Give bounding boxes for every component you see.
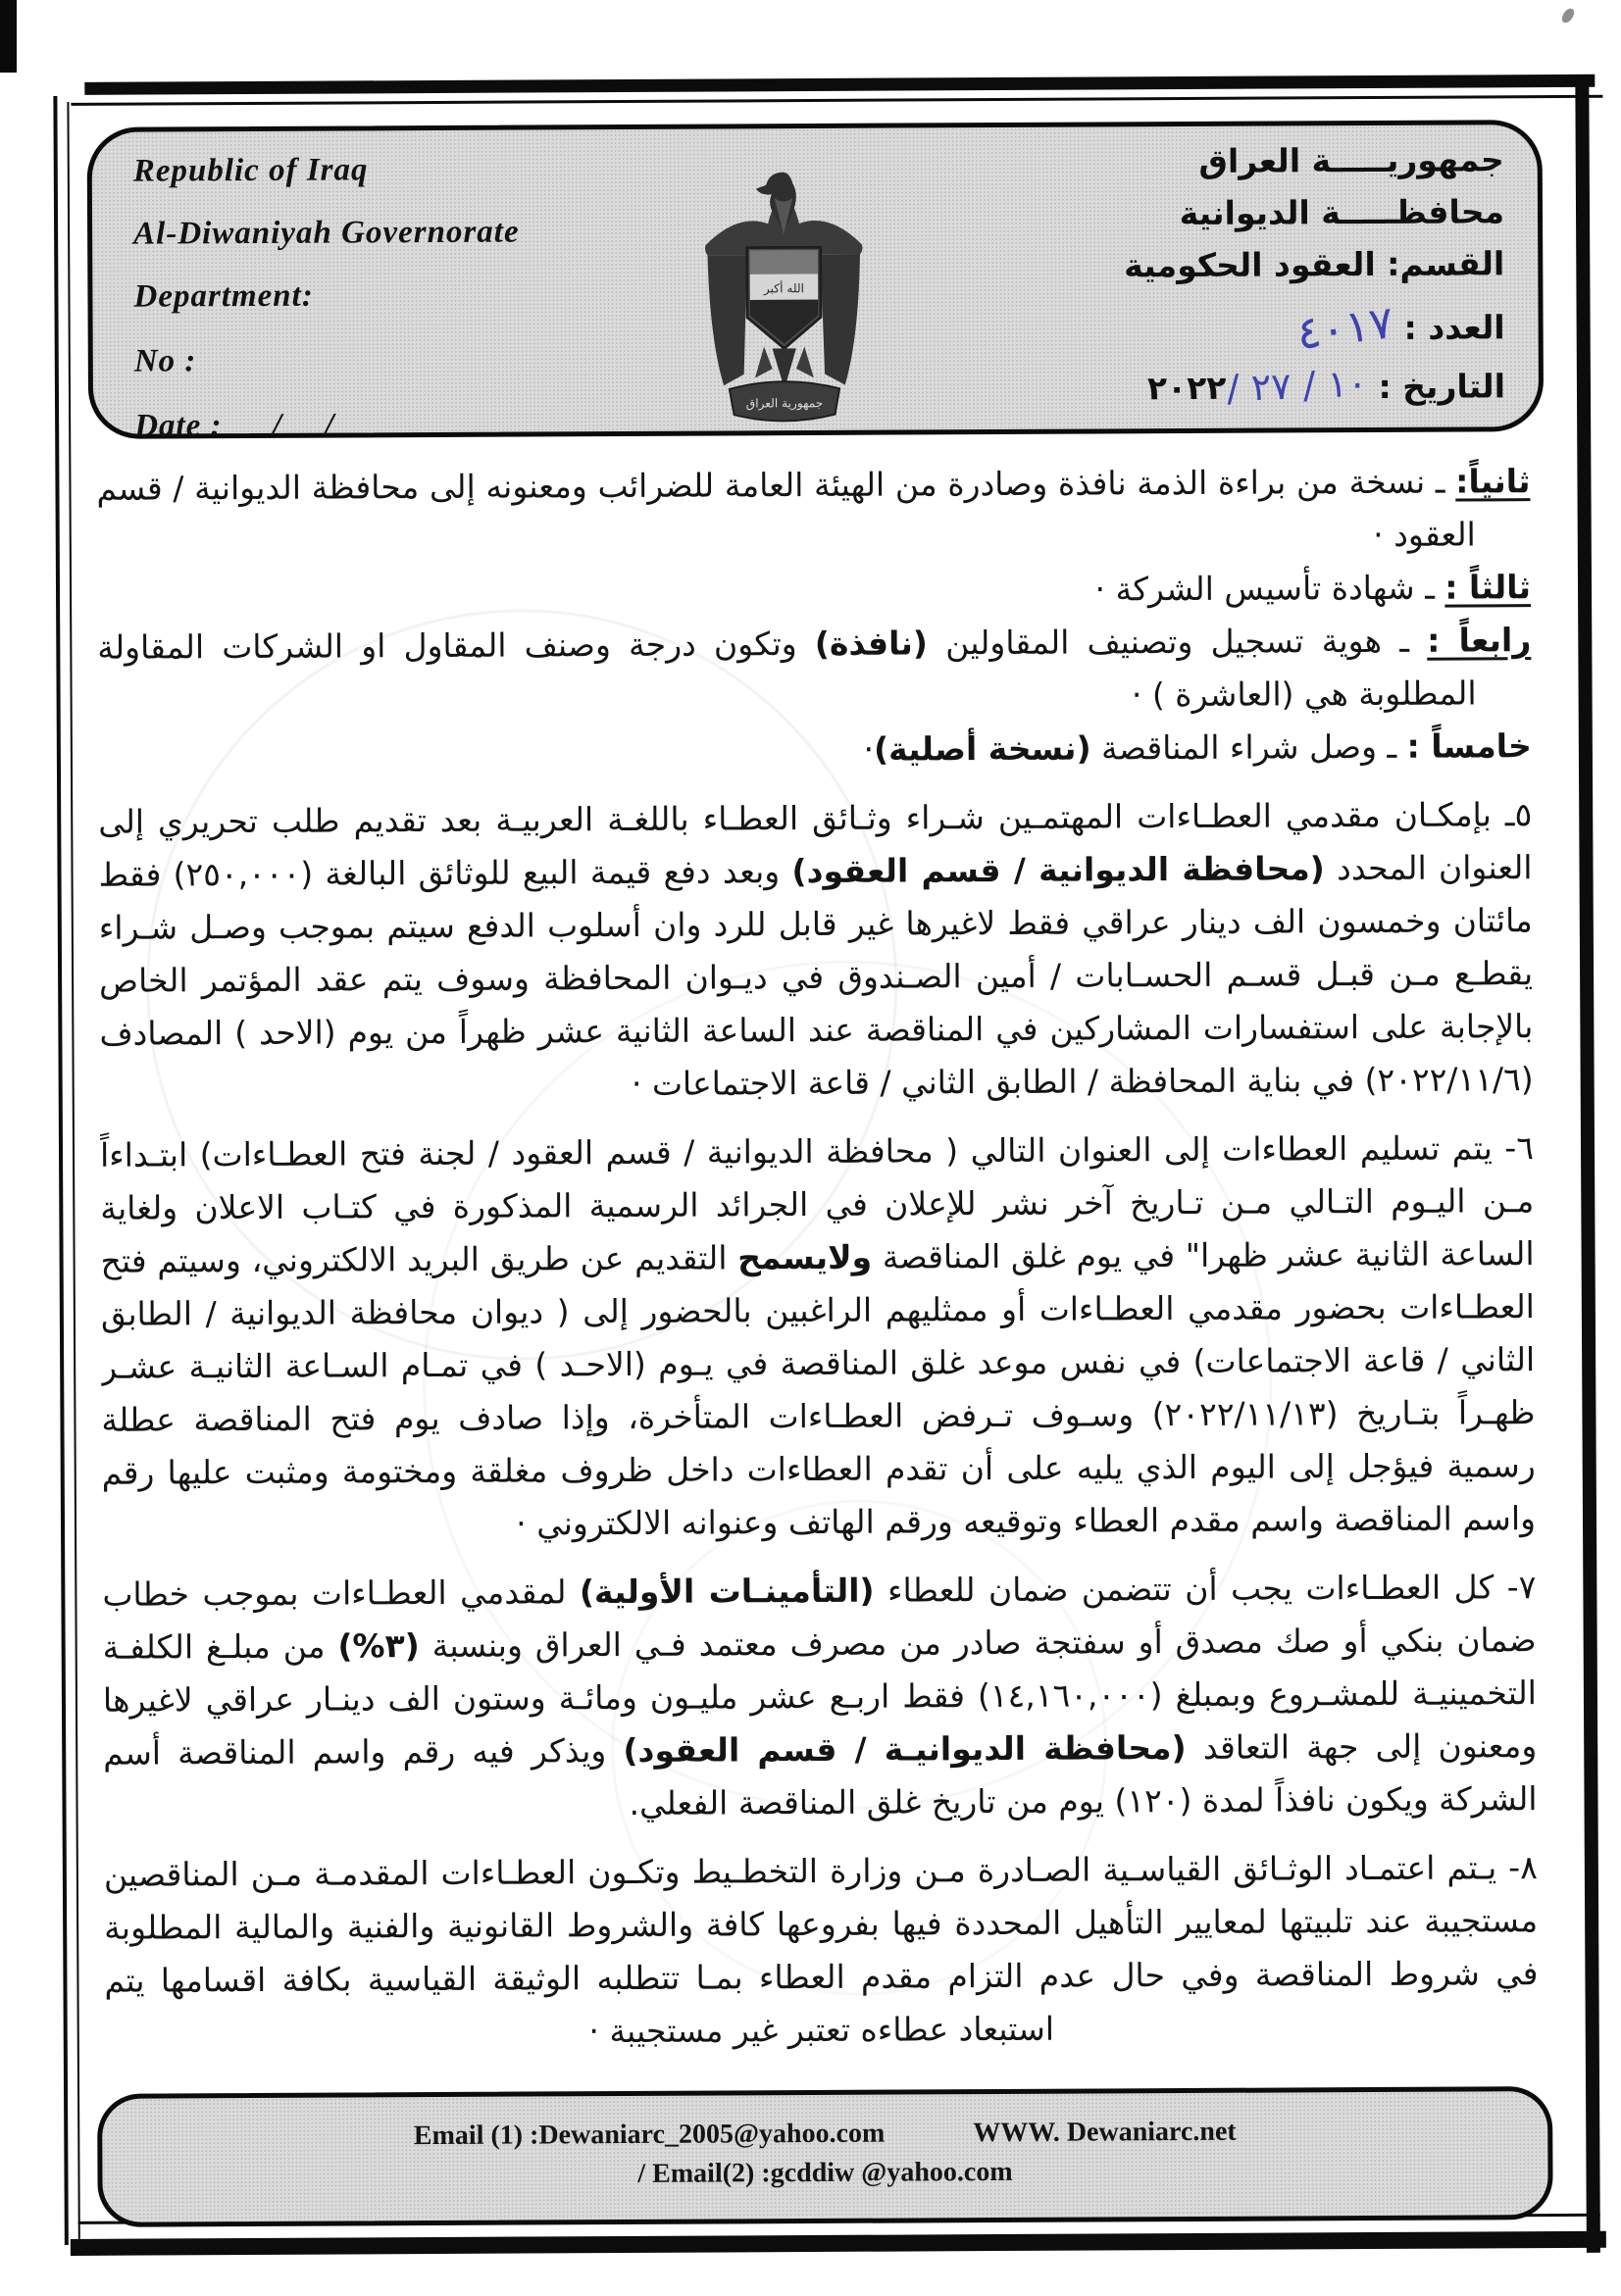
text-segment: ـ وصل شراء المناقصة <box>1090 726 1407 768</box>
text-segment: ويذكر فيه رقم واسم المناقصة أسم الشركة ويكون نافذاً لمدة (١٢٠) يوم من تاريخ غلق المناقصة الفعلي. <box>103 1731 1538 1822</box>
body-paragraph <box>96 455 1531 569</box>
body-paragraph <box>100 1122 1536 1553</box>
letterhead-date-label: Date : <box>134 408 223 444</box>
date-slash: / <box>272 407 283 443</box>
text-segment: وتكون درجة وصنف المقاول او الشركات المقاولة المطلوبة هي (العاشرة ) · <box>97 624 1477 715</box>
number-label: العدد : <box>1403 308 1505 347</box>
letterhead-section-ar: القسم: العقود الحكومية <box>1124 244 1505 285</box>
letterhead-country-en: Republic of Iraq <box>132 152 369 189</box>
footer-website: WWW. Dewaniarc.net <box>973 2116 1237 2149</box>
letterhead-country-ar: جمهوريـــــة العراق <box>1198 140 1504 180</box>
text-segment: · <box>863 729 875 769</box>
text-segment: وبعد دفع قيمة البيع للوثائق البالغة (٢٥٠,٠٠٠) فقط مائتان وخمسون الف دينار عراقي فقط لاغيرها غير قابل للرد وان أسلوب الدفع سيتم بموجب وصـل شـراء يقطـع مـن قبـل قسـم الحسـابات / أمين الصـندوق في ديـوان المحافظة وسوف يتم عقد المؤتمر الخاص بالإجابة على استفسارات المشاركين في المناقصة عند الساعة الثانية عشر ظهراً من يوم (الاحد ) المصادف (٢٠٢٢/١١/٦) في بناية المحافظة / الطابق الثاني / قاعة الاجتماعات · <box>98 852 1534 1103</box>
letterhead-governorate-ar: محافظـــــة الديوانية <box>1179 192 1505 233</box>
letterhead-date-row-ar <box>1125 361 1506 411</box>
text-segment: (٣%) <box>337 1626 420 1666</box>
footer-panel <box>97 2086 1553 2227</box>
eagle-left-wing <box>708 255 748 385</box>
document-body <box>96 455 1539 2061</box>
frame-line-left-inner <box>67 102 79 2239</box>
iraq-eagle-emblem <box>683 152 886 439</box>
letterhead-arabic-block <box>1124 140 1506 422</box>
text-segment: ٥ـ بإمكـان مقدمي العطـاءات المهتمـين شـراء وثـائق العطـاء باللغـة العربيـة بعد تقديم طلب تحريري إلى العنوان المحدد <box>98 795 1533 888</box>
shield-band-bottom <box>750 300 819 344</box>
shield-takbir-text: الله أكبر <box>763 281 804 296</box>
text-segment: ثانياً: <box>1455 462 1531 501</box>
text-segment: التقديم عن طريق البريد الالكتروني، وسيتم فتح العطـاءات بحضور مقدمي العطـاءات أو ممثليهم الراغبين بالحضور إلى ( ديوان محافظة الديوانية / الطابق الثاني / قاعة الاجتماعات) في نفس موعد غلق المناقصة في يـوم (الاحـد ) في تمـام السـاعة الثانيـة عشـر ظهـراً بتـاريخ (٢٠٢٢/١١/١٣) وسـوف تـرفض العطـاءات المتأخرة، وإذا صادف يوم فتح المناقصة عطلة رسمية فيؤجل إلى اليوم الذي يليه على أن تقدم العطاءات داخل ظروف مغلقة ومختومة ومثبت عليها رقم واسم المناقصة واسم مقدم العطاء وتوقيعه ورقم الهاتف وعنوانه الالكتروني · <box>100 1238 1537 1543</box>
text-segment: ـ هوية تسجيل وتصنيف المقاولين <box>927 621 1428 663</box>
letterhead-no-label: No : <box>133 343 197 379</box>
text-segment: من مبلـغ الكلفـة التخمينيـة للمشـروع وبمبلغ (١٤,١٦٠,٠٠٠) فقط اربـع عشر مليـون ومائـة وستون الف دينـار عراقي لاغيرها ومعنون إلى جهة التعاقد <box>102 1626 1538 1768</box>
eagle-left-leg <box>755 347 773 378</box>
footer-email-1: Email (1) :Dewaniarc_2005@yahoo.com <box>413 2118 886 2152</box>
text-segment: ٦- يتم تسليم العطاءات إلى العنوان التالي ( محافظة الديوانية / قسم العقود / لجنة فتح العطـاءات) ابتـداءاً مـن اليـوم التـالي مـن تـاريخ آخر نشر للإعلان في الجرائد الرسمية المذكورة في كتـاب الاعلان ولغاية الساعة الثانية عشر ظهرا" في يوم غلق المناقصة <box>99 1128 1535 1276</box>
date-value-group <box>1146 361 1368 411</box>
text-segment: ولايسمح <box>737 1237 873 1277</box>
handwritten-number: ٤٠١٧ <box>1292 295 1396 361</box>
text-segment: (نسخة أصلية) <box>873 728 1091 769</box>
text-segment: (نافذة) <box>814 624 929 663</box>
text-segment: ـ نسخة من براءة الذمة نافذة وصادرة من الهيئة العامة للضرائب ومعنونه إلى محافظة الديوانية / قسم العقود · <box>96 462 1476 554</box>
body-paragraph <box>97 614 1532 727</box>
text-segment: ـ شهادة تأسيس الشركة · <box>1094 568 1445 609</box>
body-paragraph <box>98 788 1534 1114</box>
date-year-printed: ٢٠٢٢ <box>1146 368 1227 408</box>
footer-email-2: / Email(2) :gcddiw @yahoo.com <box>637 2156 1013 2189</box>
body-paragraph <box>102 1561 1537 1833</box>
handwritten-date: / ١٠ / ٢٧ <box>1225 361 1368 411</box>
body-paragraph <box>104 1841 1539 2061</box>
emblem-base-text: جمهورية العراق <box>745 396 824 411</box>
eagle-right-leg <box>796 346 814 377</box>
letterhead-governorate-en: Al-Diwaniyah Governorate <box>133 214 520 252</box>
letterhead-english-block <box>133 152 521 472</box>
text-segment: (محافظة الديوانيـة / قسم العقود) <box>623 1728 1187 1771</box>
eagle-right-wing <box>821 255 861 385</box>
date-label-ar: التاريخ : <box>1378 367 1506 406</box>
frame-line-left-outer <box>53 96 68 2245</box>
frame-line-top <box>71 95 1602 106</box>
frame-border-bottom <box>71 2231 1606 2256</box>
frame-border-top <box>84 75 1595 95</box>
text-segment: (محافظة الديوانية / قسم العقود) <box>791 849 1325 891</box>
footer-line-1 <box>102 2115 1547 2154</box>
text-segment: ثالثاً : <box>1444 568 1532 607</box>
shield-band-top <box>750 250 818 275</box>
text-segment: خامساً : <box>1406 726 1532 766</box>
text-segment: ٨- يـتم اعتمـاد الوثـائق القياسـية الصـادرة مـن وزارة التخطـيط وتكـون العطـاءات المقدمـة مـن المناقصين مستجيبة عند تلبيتها لمعايير التأهيل المحددة فيها بفروعها كافة والشروط القانونية والفنية والمالية المطلوبة في شروط المناقصة وفي حال عدم التزام مقدم العطاء بمـا تتطلبه الوثيقة القياسية بكافة اقسامها يتم استبعاد عطاءه تعتبر غير مستجيبة · <box>103 1848 1539 2051</box>
body-paragraph <box>97 561 1531 622</box>
frame-border-right <box>1575 80 1600 2253</box>
date-slash: / <box>325 407 335 443</box>
letterhead-panel <box>87 120 1545 444</box>
text-segment: لمقدمي العطـاءات بموجب خطاب ضمان بنكي أو صك مصدق أو سفتجة صادر من مصرف معتمد فـي العراق وبنسبة <box>102 1572 1537 1666</box>
body-paragraph <box>98 720 1532 780</box>
text-segment: ٧- كل العطـاءات يجب أن تتضمن ضمان للعطاء <box>874 1568 1537 1610</box>
letterhead-number-row <box>1124 295 1505 361</box>
text-segment: رابعاً : <box>1427 621 1532 660</box>
letterhead-department-label: Department: <box>133 277 314 315</box>
letterhead-date-row <box>134 407 521 445</box>
text-segment: (التأمينـات الأولية) <box>579 1571 875 1612</box>
